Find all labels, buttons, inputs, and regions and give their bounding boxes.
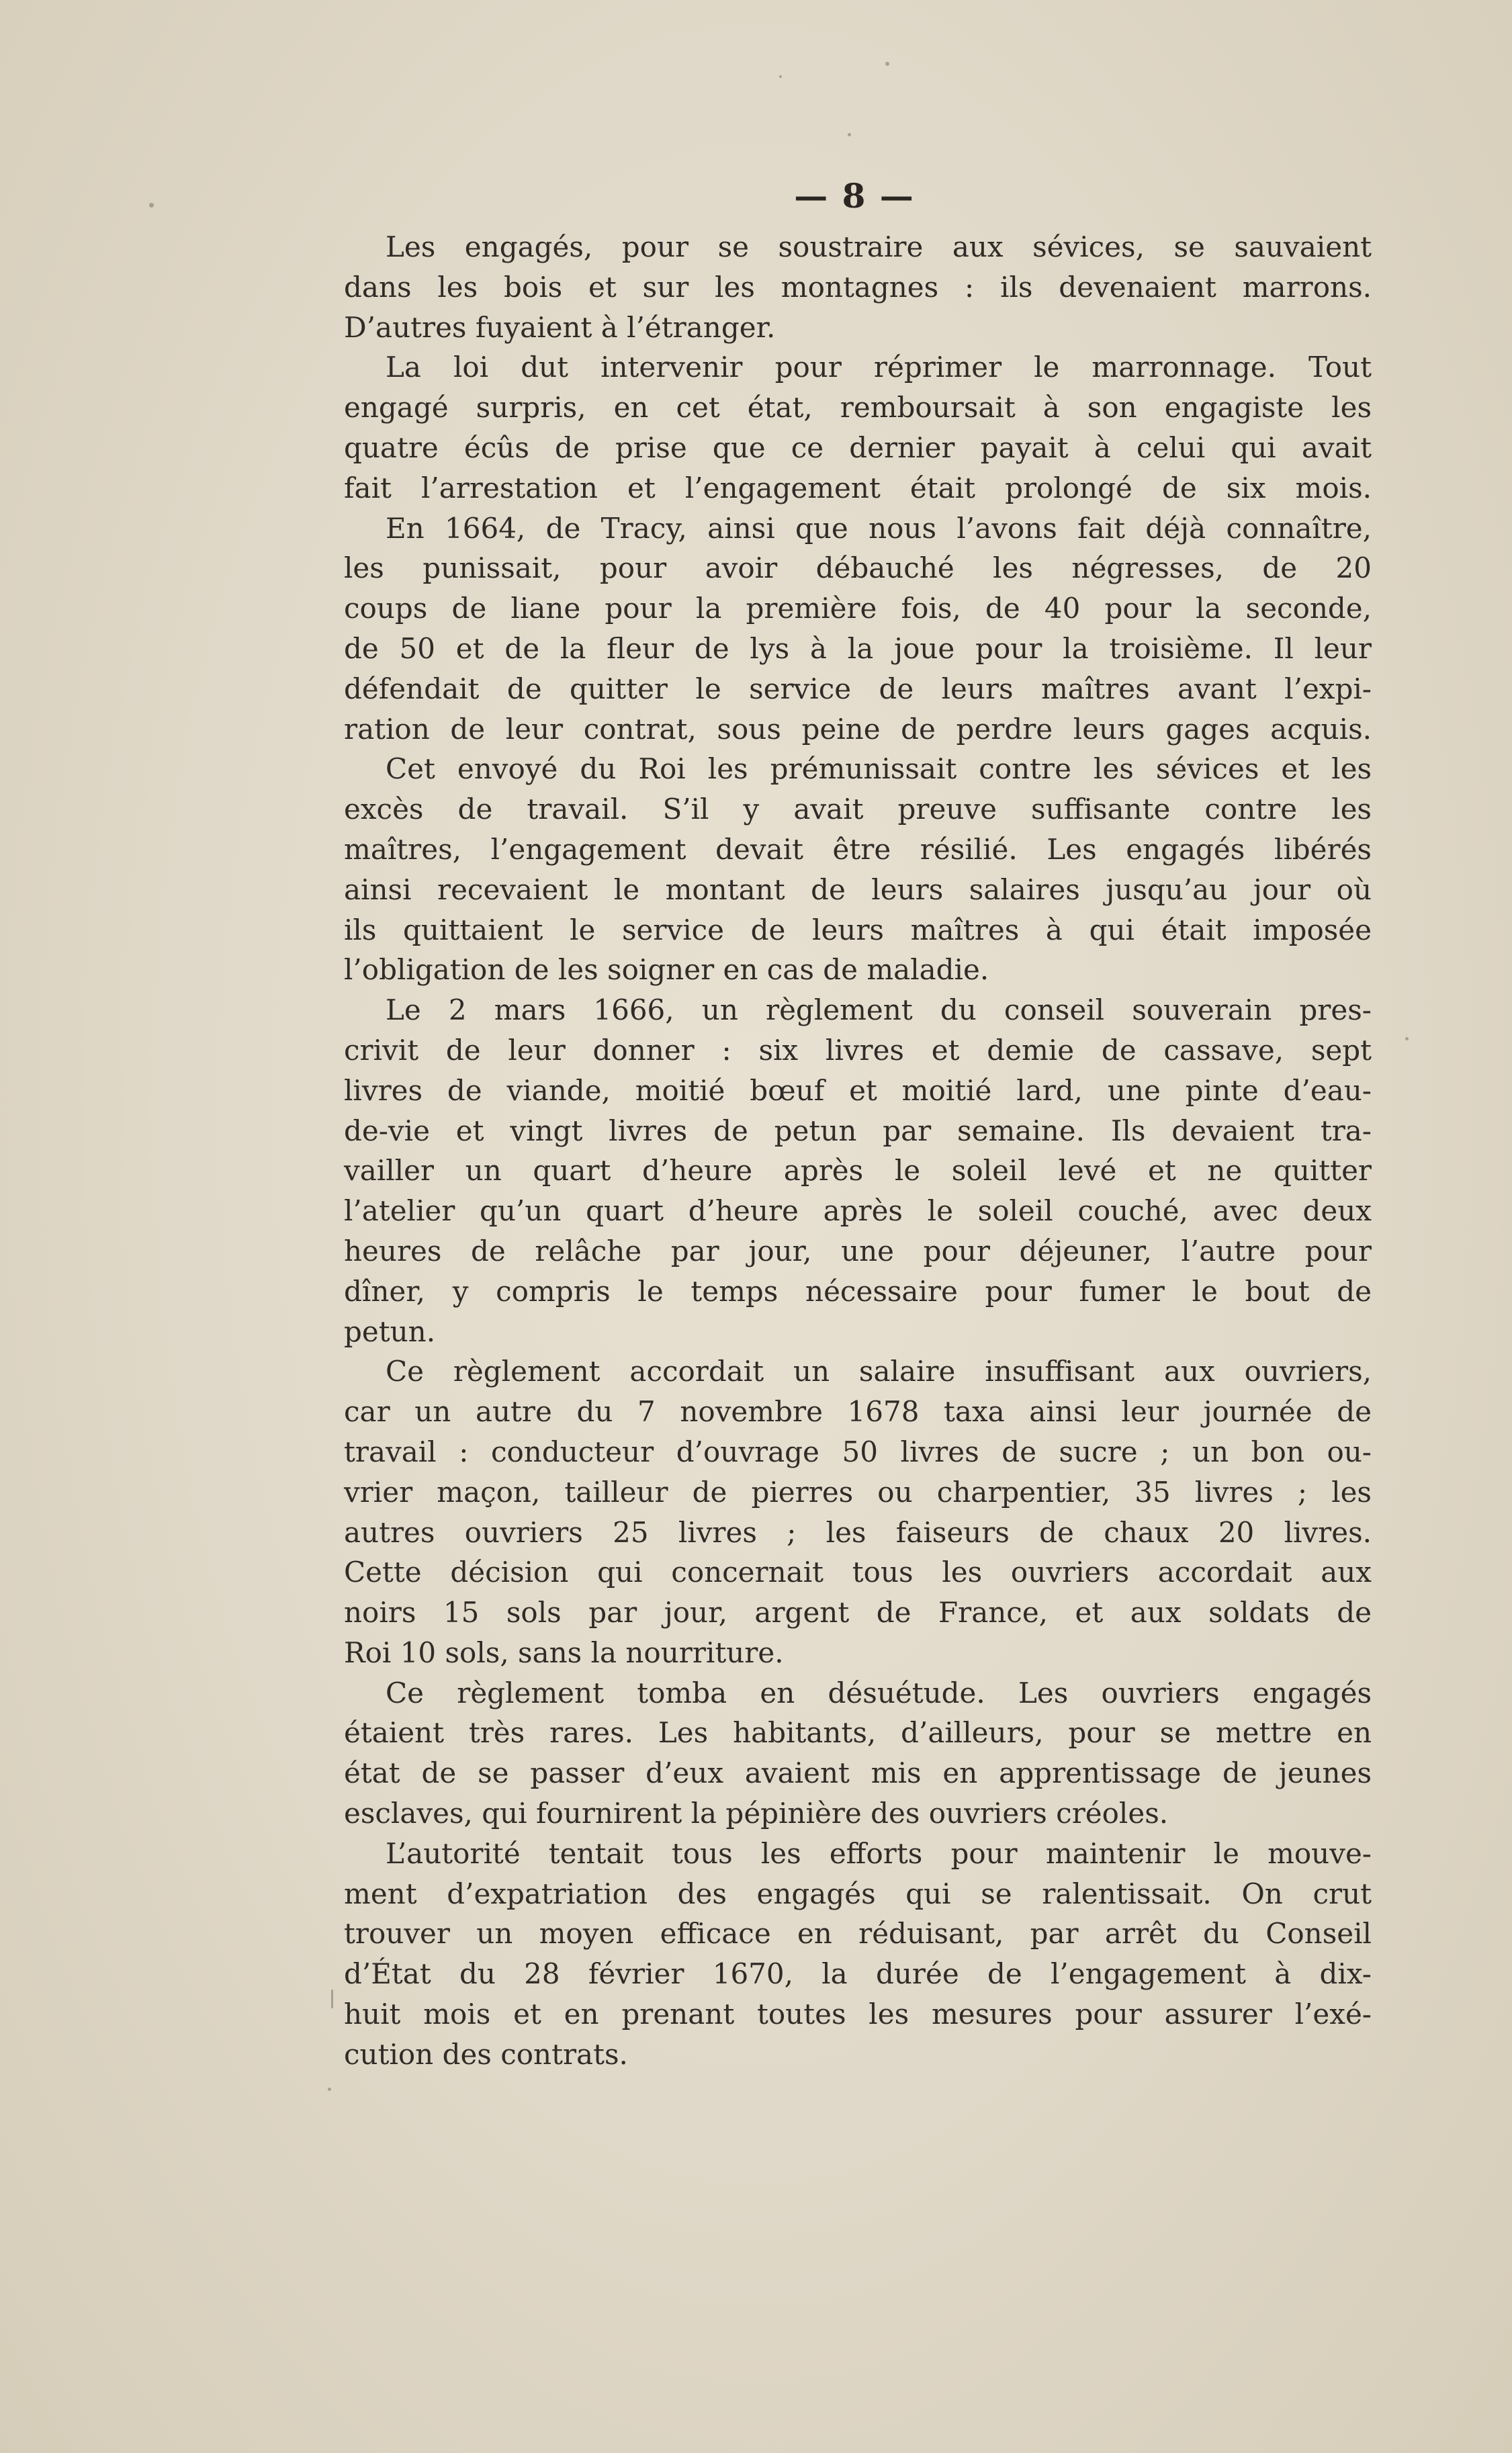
text-line: de-vie et vingt livres de petun par semaine. Ils devaient tra- [344, 1114, 1372, 1147]
text-line: car un autre du 7 novembre 1678 taxa ainsi leur journée de [344, 1395, 1372, 1429]
paper-speck [328, 2088, 331, 2091]
paper-speck [1405, 1037, 1409, 1040]
text-line: Les engagés, pour se soustraire aux sévices, se sauvaient [386, 230, 1372, 263]
text-line: maîtres, l’engagement devait être résilié. Les engagés libérés [344, 832, 1372, 866]
text-line: Roi 10 sols, sans la nourriture. [344, 1636, 784, 1669]
text-line: ment d’expatriation des engagés qui se ralentissait. On crut [344, 1877, 1372, 1910]
text-line: heures de relâche par jour, une pour déjeuner, l’autre pour [344, 1234, 1372, 1267]
text-line: coups de liane pour la première fois, de 40 pour la seconde, [344, 592, 1372, 625]
text-line: La loi dut intervenir pour réprimer le marronnage. Tout [386, 351, 1372, 384]
text-line: D’autres fuyaient à l’étranger. [344, 310, 776, 344]
text-line: excès de travail. S’il y avait preuve suffisante contre les [344, 793, 1372, 826]
paper-speck [149, 203, 154, 208]
text-line: livres de viande, moitié bœuf et moitié lard, une pinte d’eau- [344, 1073, 1372, 1107]
text-line: crivit de leur donner : six livres et demie de cassave, sept [344, 1033, 1372, 1067]
text-line: quatre écûs de prise que ce dernier payait à celui qui avait [344, 431, 1372, 464]
text-line: d’État du 28 février 1670, la durée de l’engagement à dix- [344, 1957, 1372, 1991]
text-line: Ce règlement tomba en désuétude. Les ouvriers engagés [386, 1676, 1372, 1709]
paper-speck [331, 1990, 333, 2008]
text-line: travail : conducteur d’ouvrage 50 livres de sucre ; un bon ou- [344, 1435, 1372, 1468]
text-line: vailler un quart d’heure après le soleil levé et ne quitter [344, 1154, 1372, 1188]
text-line: ils quittaient le service de leurs maîtres à qui était imposée [344, 913, 1372, 946]
text-line: état de se passer d’eux avaient mis en apprentissage de jeunes [344, 1756, 1372, 1790]
text-line: dans les bois et sur les montagnes : ils devenaient marrons. [344, 270, 1372, 304]
text-line: de 50 et de la fleur de lys à la joue pour la troisième. Il leur [344, 631, 1372, 665]
text-line: ration de leur contrat, sous peine de perdre leurs gages acquis. [344, 712, 1372, 746]
text-line: l’obligation de les soigner en cas de maladie. [344, 953, 989, 987]
text-line: autres ouvriers 25 livres ; les faiseurs de chaux 20 livres. [344, 1515, 1372, 1549]
text-line: dîner, y compris le temps nécessaire pour fumer le bout de [344, 1274, 1372, 1308]
text-line: vrier maçon, tailleur de pierres ou charpentier, 35 livres ; les [344, 1475, 1372, 1509]
text-line: petun. [344, 1314, 436, 1348]
text-line: noirs 15 sols par jour, argent de France, et aux soldats de [344, 1596, 1372, 1630]
page-number: — 8 — [794, 176, 915, 216]
text-line: cution des contrats. [344, 2037, 628, 2071]
text-line: En 1664, de Tracy, ainsi que nous l’avons fait déjà connaître, [386, 511, 1372, 545]
text-line: L’autorité tentait tous les efforts pour maintenir le mouve- [386, 1836, 1372, 1870]
text-line: fait l’arrestation et l’engagement était prolongé de six mois. [344, 471, 1372, 504]
body-text [344, 227, 1372, 2075]
paper-speck [779, 75, 782, 78]
text-line: huit mois et en prenant toutes les mesures pour assurer l’exé- [344, 1998, 1372, 2031]
text-line: étaient très rares. Les habitants, d’ailleurs, pour se mettre en [344, 1716, 1372, 1750]
text-line: l’atelier qu’un quart d’heure après le soleil couché, avec deux [344, 1194, 1372, 1228]
text-line: trouver un moyen efficace en réduisant, par arrêt du Conseil [344, 1917, 1372, 1951]
paper-speck [848, 133, 851, 136]
text-line: défendait de quitter le service de leurs maîtres avant l’expi- [344, 672, 1372, 705]
text-line: les punissait, pour avoir débauché les négresses, de 20 [344, 551, 1372, 585]
text-line: esclaves, qui fournirent la pépinière des ouvriers créoles. [344, 1797, 1169, 1830]
paper-speck [885, 62, 889, 66]
text-line: Le 2 mars 1666, un règlement du conseil souverain pres- [386, 993, 1372, 1027]
text-line: Cet envoyé du Roi les prémunissait contre les sévices et les [386, 752, 1372, 786]
text-line: ainsi recevaient le montant de leurs salaires jusqu’au jour où [344, 873, 1372, 906]
text-line: engagé surpris, en cet état, remboursait à son engagiste les [344, 391, 1372, 425]
text-line: Cette décision qui concernait tous les ouvriers accordait aux [344, 1556, 1372, 1589]
text-line: Ce règlement accordait un salaire insuffisant aux ouvriers, [386, 1355, 1372, 1388]
